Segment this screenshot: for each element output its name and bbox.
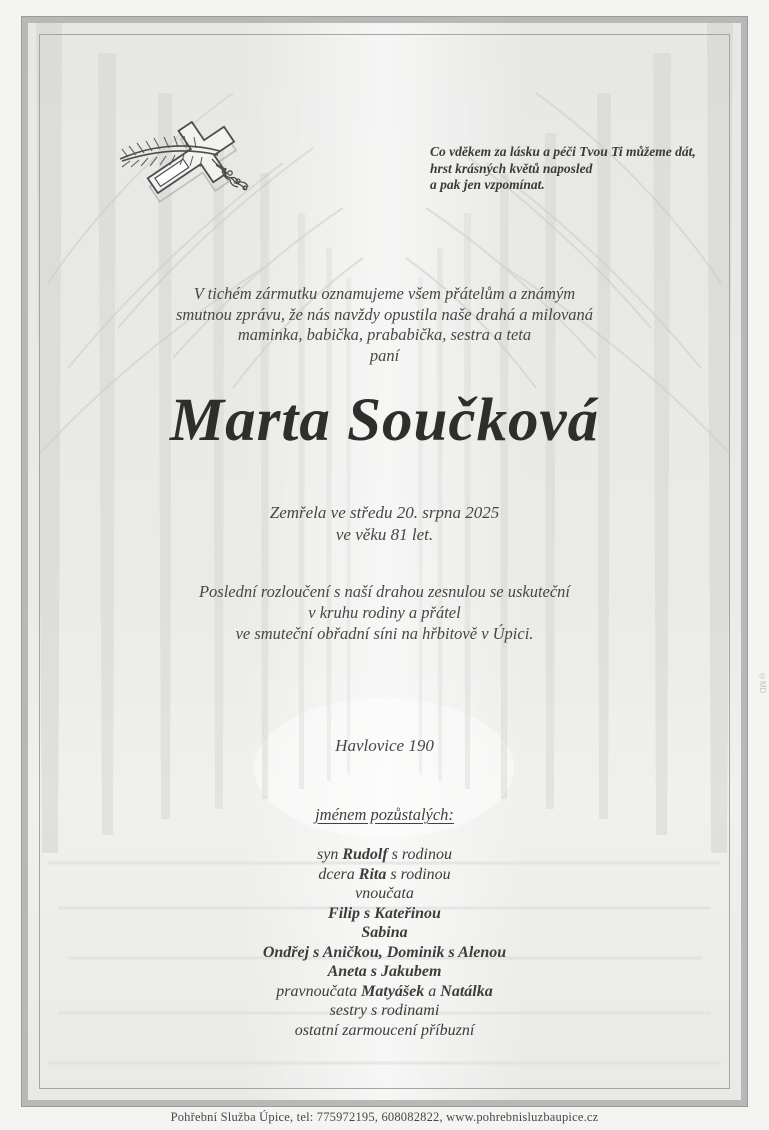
mourners-list — [28, 845, 741, 1040]
decorative-frame — [21, 16, 748, 1107]
mourner-line: ostatní zarmoucení příbuzní — [294, 1021, 475, 1039]
verse-line: Co vděkem za lásku a péči Tvou Ti můžeme dát, — [430, 144, 696, 159]
mourner-line: sestry s rodinami — [329, 1002, 440, 1019]
death-info-line: ve věku 81 let. — [335, 525, 434, 544]
death-info — [28, 502, 741, 546]
mourner-line: pravnoučata Matyášek a Natálka — [276, 982, 493, 1000]
mourner-line: vnoučata — [355, 885, 414, 902]
announcement-line: V tichém zármutku oznamujeme všem přátelům a známým — [193, 284, 576, 303]
mourner-line: Filip s Kateřinou — [328, 904, 441, 922]
copyright-watermark: ©MD — [758, 672, 767, 694]
content-area — [28, 23, 741, 1100]
announcement-line: smutnou zprávu, že nás navždy opustila naše drahá a milovaná — [175, 304, 594, 324]
verse-line: hrst krásných květů naposled — [430, 160, 593, 176]
farewell-line: v kruhu rodiny a přátel — [308, 603, 461, 622]
farewell-info — [28, 581, 741, 644]
mourner-line: Ondřej s Aničkou, Dominik s Alenou — [262, 943, 507, 961]
announcement-line: maminka, babička, prababička, sestra a teta — [237, 325, 532, 344]
announcement-line: paní — [369, 345, 400, 365]
address: Havlovice 190 — [335, 736, 434, 755]
funeral-service-contact: Pohřební Služba Úpice, tel: 775972195, 608082822, www.pohrebnisluzbaupice.cz — [170, 1110, 599, 1124]
deceased-name: Marta Součková — [169, 387, 600, 454]
farewell-line: Poslední rozloučení s naší drahou zesnulou se uskuteční — [198, 582, 571, 601]
mourners-heading: jménem pozůstalých: — [315, 805, 454, 824]
death-info-line: Zemřela ve středu 20. srpna 2025 — [269, 503, 500, 522]
mourner-line: syn Rudolf s rodinou — [317, 846, 452, 863]
mourner-line: dcera Rita s rodinou — [318, 865, 451, 883]
cross-palm-frond-icon — [112, 111, 272, 216]
mourner-line: Sabina — [361, 924, 408, 941]
announcement-text — [28, 284, 741, 366]
opening-verse — [430, 144, 696, 194]
mourner-line: Aneta s Jakubem — [327, 963, 442, 980]
verse-line: a pak jen vzpomínat. — [430, 177, 545, 192]
farewell-line: ve smuteční obřadní síni na hřbitově v Úpici. — [235, 624, 534, 643]
